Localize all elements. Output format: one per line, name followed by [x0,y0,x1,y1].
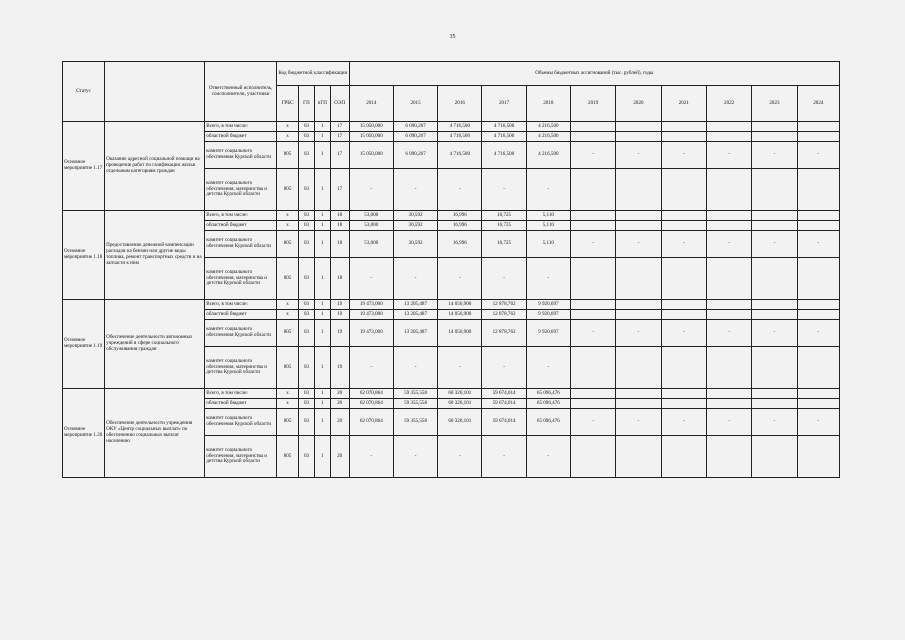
header-year: 2022 [706,86,751,122]
amount-cell [570,169,615,211]
amount-cell: 65 096,476 [526,389,570,399]
amount-cell [752,310,797,320]
amount-cell [616,436,661,478]
code-pgp: 1 [314,320,330,347]
amount-cell [706,347,751,389]
amount-cell: - [706,320,751,347]
amount-cell: 4 716,500 [482,142,526,169]
amount-cell: 59 355,558 [393,409,437,436]
code-grbs: х [276,310,298,320]
amount-cell: 65 096,476 [526,409,570,436]
code-grbs: х [276,132,298,142]
amount-cell [661,122,706,132]
executor-cell: областной бюджет [205,310,277,320]
amount-cell: 5,110 [526,231,570,258]
amount-cell: 62 070,864 [349,399,393,409]
executor-cell: комитет социального обеспечения Курской области [205,320,277,347]
code-grbs: 805 [276,409,298,436]
code-gp: 03 [299,399,315,409]
table-header [63,62,840,122]
executor-cell: Всего, в том числе: [205,389,277,399]
executor-cell: Всего, в том числе: [205,300,277,310]
amount-cell [570,122,615,132]
code-gp: 03 [299,221,315,231]
amount-cell [570,300,615,310]
activity-name: Обеспечение деятельности автономных учреждений в сфере социального обслуживания граждан [105,300,205,389]
code-pgp: 1 [314,142,330,169]
amount-cell: 9 920,697 [526,320,570,347]
code-pgp: 1 [314,436,330,478]
code-gp: 03 [299,347,315,389]
code-pgp: 1 [314,399,330,409]
amount-cell [706,399,751,409]
amount-cell [797,132,839,142]
budget-table [62,61,840,478]
code-grbs: 805 [276,142,298,169]
amount-cell [797,122,839,132]
amount-cell: - [349,169,393,211]
amount-cell: - [706,409,751,436]
amount-cell [706,436,751,478]
amount-cell: - [349,347,393,389]
amount-cell: - [482,169,526,211]
executor-cell: областной бюджет [205,221,277,231]
code-grbs: 805 [276,231,298,258]
amount-cell [752,389,797,399]
amount-cell [752,436,797,478]
executor-cell: Всего, в том числе: [205,122,277,132]
amount-cell [570,310,615,320]
amount-cell [752,399,797,409]
amount-cell: - [797,409,839,436]
executor-cell: Всего, в том числе: [205,211,277,221]
code-oep: 20 [330,436,349,478]
code-grbs: 805 [276,347,298,389]
amount-cell: - [393,169,437,211]
amount-cell [706,221,751,231]
amount-cell: 19 473,000 [349,300,393,310]
code-oep: 18 [330,258,349,300]
executor-cell: комитет социального обеспечения, материнства и детства Курской области [205,436,277,478]
amount-cell [661,258,706,300]
amount-cell: - [526,347,570,389]
table-row [63,389,840,399]
code-gp: 03 [299,231,315,258]
code-grbs: 805 [276,258,298,300]
header-executor: Ответственный исполнитель, соисполнители, участники [205,62,277,122]
amount-cell: - [438,169,482,211]
amount-cell [706,169,751,211]
amount-cell: 53,000 [349,221,393,231]
amount-cell: 60 320,101 [438,389,482,399]
amount-cell: - [616,409,661,436]
amount-cell: - [526,169,570,211]
amount-cell: 16,996 [438,231,482,258]
code-oep: 18 [330,211,349,221]
amount-cell [570,132,615,142]
amount-cell: 59 674,014 [482,409,526,436]
amount-cell: - [570,142,615,169]
code-pgp: 1 [314,389,330,399]
amount-cell: - [570,320,615,347]
amount-cell [570,399,615,409]
activity-name: Оказание адресной социальной помощи на проведение работ по газификации жилья отдельным категориям граждан [105,122,205,211]
header-year: 2021 [661,86,706,122]
header-year: 2023 [752,86,797,122]
amount-cell [752,169,797,211]
code-oep: 20 [330,399,349,409]
amount-cell [706,389,751,399]
amount-cell: - [616,142,661,169]
header-year: 2016 [438,86,482,122]
amount-cell: 14 056,900 [438,310,482,320]
amount-cell: 15 050,000 [349,142,393,169]
activity-status: Основное мероприятие 1.18 [63,211,105,300]
code-oep: 17 [330,169,349,211]
code-pgp: 1 [314,310,330,320]
amount-cell [797,436,839,478]
executor-cell: комитет социального обеспечения Курской области [205,142,277,169]
amount-cell: 9 920,697 [526,300,570,310]
amount-cell: - [661,231,706,258]
header-year: 2015 [393,86,437,122]
amount-cell [661,436,706,478]
amount-cell [616,132,661,142]
amount-cell [570,347,615,389]
amount-cell: - [526,258,570,300]
executor-cell: комитет социального обеспечения Курской области [205,231,277,258]
code-grbs: 805 [276,320,298,347]
executor-cell: областной бюджет [205,399,277,409]
executor-cell: комитет социального обеспечения, материнства и детства Курской области [205,347,277,389]
amount-cell: 5,110 [526,221,570,231]
amount-cell: 53,000 [349,211,393,221]
amount-cell: 30,592 [393,231,437,258]
amount-cell [616,122,661,132]
amount-cell: 5,110 [526,211,570,221]
executor-cell: комитет социального обеспечения, материнства и детства Курской области [205,258,277,300]
header-budget-code: Код бюджетной классификации [276,62,349,86]
code-gp: 03 [299,389,315,399]
header-grbs: ГРБС [276,86,298,122]
amount-cell: 14 056,900 [438,320,482,347]
amount-cell: - [706,231,751,258]
header-pgp: пГП [314,86,330,122]
header-year: 2024 [797,86,839,122]
amount-cell: 60 320,101 [438,409,482,436]
code-pgp: 1 [314,300,330,310]
amount-cell [616,221,661,231]
amount-cell: 15 050,000 [349,132,393,142]
amount-cell: 12 878,762 [482,300,526,310]
page-number: 35 [449,34,456,40]
table-body [63,122,840,478]
table-row [63,300,840,310]
code-pgp: 1 [314,122,330,132]
amount-cell [752,132,797,142]
amount-cell: 62 070,864 [349,409,393,436]
amount-cell: 14 056,900 [438,300,482,310]
code-pgp: 1 [314,258,330,300]
amount-cell: 6 090,267 [393,122,437,132]
code-gp: 03 [299,122,315,132]
amount-cell [797,169,839,211]
amount-cell: - [349,436,393,478]
amount-cell [706,310,751,320]
code-gp: 03 [299,300,315,310]
executor-cell: комитет социального обеспечения Курской области [205,409,277,436]
amount-cell: - [482,347,526,389]
amount-cell [797,221,839,231]
code-pgp: 1 [314,409,330,436]
amount-cell: 9 920,697 [526,310,570,320]
amount-cell: 16,725 [482,231,526,258]
amount-cell [797,211,839,221]
header-year: 2017 [482,86,526,122]
table-row [63,122,840,132]
amount-cell [616,300,661,310]
amount-cell: 30,592 [393,221,437,231]
amount-cell [661,132,706,142]
amount-cell: 4 216,500 [526,142,570,169]
amount-cell: - [706,142,751,169]
code-oep: 17 [330,142,349,169]
amount-cell: 6 090,267 [393,142,437,169]
amount-cell [661,399,706,409]
code-grbs: х [276,399,298,409]
amount-cell: 16,725 [482,221,526,231]
header-gp: ГП [299,86,315,122]
amount-cell [797,389,839,399]
code-gp: 03 [299,169,315,211]
header-year: 2018 [526,86,570,122]
activity-status: Основное мероприятие 1.17 [63,122,105,211]
code-oep: 17 [330,132,349,142]
code-oep: 19 [330,347,349,389]
code-pgp: 1 [314,231,330,258]
amount-cell: - [438,347,482,389]
amount-cell: - [438,258,482,300]
code-grbs: х [276,211,298,221]
amount-cell: - [616,320,661,347]
amount-cell: 4 716,500 [482,122,526,132]
amount-cell: - [570,409,615,436]
amount-cell: 4 716,500 [482,132,526,142]
amount-cell: - [526,436,570,478]
amount-cell: 19 473,000 [349,310,393,320]
amount-cell [661,169,706,211]
amount-cell: - [797,142,839,169]
header-volumes: Объемы бюджетных ассигнований (тыс. рублей), годы [349,62,839,86]
amount-cell: 4 216,500 [526,122,570,132]
activity-status: Основное мероприятие 1.20 [63,389,105,478]
amount-cell: - [393,347,437,389]
header-year: 2014 [349,86,393,122]
activity-status: Основное мероприятие 1.19 [63,300,105,389]
code-gp: 03 [299,320,315,347]
amount-cell [706,122,751,132]
amount-cell [616,347,661,389]
code-grbs: 805 [276,169,298,211]
code-grbs: х [276,389,298,399]
header-name [105,62,205,122]
amount-cell: 65 096,476 [526,399,570,409]
amount-cell [706,211,751,221]
amount-cell: 4 716,500 [438,122,482,132]
amount-cell: 59 674,014 [482,389,526,399]
amount-cell: - [661,320,706,347]
code-oep: 19 [330,300,349,310]
amount-cell [661,347,706,389]
code-oep: 20 [330,389,349,399]
amount-cell [570,211,615,221]
code-pgp: 1 [314,132,330,142]
amount-cell: - [482,258,526,300]
amount-cell: 19 473,000 [349,320,393,347]
amount-cell: 15 050,000 [349,122,393,132]
header-year: 2019 [570,86,615,122]
amount-cell [706,300,751,310]
amount-cell [661,300,706,310]
amount-cell: - [797,320,839,347]
amount-cell [570,436,615,478]
amount-cell [752,221,797,231]
amount-cell [616,211,661,221]
code-pgp: 1 [314,347,330,389]
amount-cell: - [752,320,797,347]
amount-cell: - [797,231,839,258]
amount-cell: 16,996 [438,211,482,221]
code-pgp: 1 [314,221,330,231]
amount-cell: - [752,409,797,436]
amount-cell [797,258,839,300]
amount-cell: 16,725 [482,211,526,221]
amount-cell: - [661,142,706,169]
code-grbs: 805 [276,436,298,478]
amount-cell: 59 674,014 [482,399,526,409]
code-gp: 03 [299,142,315,169]
amount-cell: 4 216,500 [526,132,570,142]
amount-cell [797,347,839,389]
amount-cell: 12 878,762 [482,320,526,347]
amount-cell [752,347,797,389]
amount-cell: - [661,409,706,436]
amount-cell: 4 716,500 [438,132,482,142]
code-grbs: х [276,300,298,310]
amount-cell: 30,592 [393,211,437,221]
amount-cell: 13 205,487 [393,320,437,347]
amount-cell [570,258,615,300]
amount-cell: - [570,231,615,258]
amount-cell [797,399,839,409]
code-gp: 03 [299,211,315,221]
amount-cell [616,310,661,320]
amount-cell [616,389,661,399]
header-status: Статус [63,62,105,122]
amount-cell: 53,000 [349,231,393,258]
code-oep: 19 [330,310,349,320]
amount-cell: 13 205,487 [393,300,437,310]
amount-cell [570,389,615,399]
amount-cell [752,211,797,221]
amount-cell: 12 878,762 [482,310,526,320]
amount-cell: 4 716,500 [438,142,482,169]
amount-cell [752,122,797,132]
amount-cell: 16,996 [438,221,482,231]
amount-cell: 62 070,864 [349,389,393,399]
header-oep: ОЭП [330,86,349,122]
code-oep: 18 [330,231,349,258]
code-gp: 03 [299,132,315,142]
code-gp: 03 [299,258,315,300]
amount-cell: - [616,231,661,258]
amount-cell [661,221,706,231]
activity-name: Предоставление денежной компенсации расходов на бензин или другие виды топлива, ремонт транспортных средств и на запчасти к ним [105,211,205,300]
amount-cell: 60 320,101 [438,399,482,409]
code-pgp: 1 [314,211,330,221]
amount-cell [570,221,615,231]
amount-cell: - [752,231,797,258]
amount-cell [661,310,706,320]
header-year: 2020 [616,86,661,122]
code-gp: 03 [299,436,315,478]
amount-cell: - [393,436,437,478]
amount-cell: 59 355,558 [393,389,437,399]
executor-cell: комитет социального обеспечения, материнства и детства Курской области [205,169,277,211]
code-gp: 03 [299,310,315,320]
amount-cell: - [438,436,482,478]
amount-cell [797,300,839,310]
code-oep: 17 [330,122,349,132]
amount-cell [661,389,706,399]
executor-cell: областной бюджет [205,132,277,142]
activity-name: Обеспечение деятельности учреждения ОКУ «Центр социальных выплат» по обеспечению социальных выплат населению [105,389,205,478]
code-gp: 03 [299,409,315,436]
amount-cell [706,132,751,142]
amount-cell: - [349,258,393,300]
code-oep: 20 [330,409,349,436]
amount-cell [661,211,706,221]
amount-cell [797,310,839,320]
amount-cell [752,300,797,310]
table-row [63,211,840,221]
amount-cell: - [393,258,437,300]
amount-cell: - [482,436,526,478]
code-grbs: х [276,122,298,132]
amount-cell: 59 355,558 [393,399,437,409]
code-pgp: 1 [314,169,330,211]
amount-cell: - [752,142,797,169]
code-grbs: х [276,221,298,231]
code-oep: 18 [330,221,349,231]
amount-cell [706,258,751,300]
amount-cell [752,258,797,300]
code-oep: 19 [330,320,349,347]
amount-cell [616,169,661,211]
amount-cell: 13 205,487 [393,310,437,320]
amount-cell [616,399,661,409]
amount-cell [616,258,661,300]
amount-cell: 6 090,267 [393,132,437,142]
